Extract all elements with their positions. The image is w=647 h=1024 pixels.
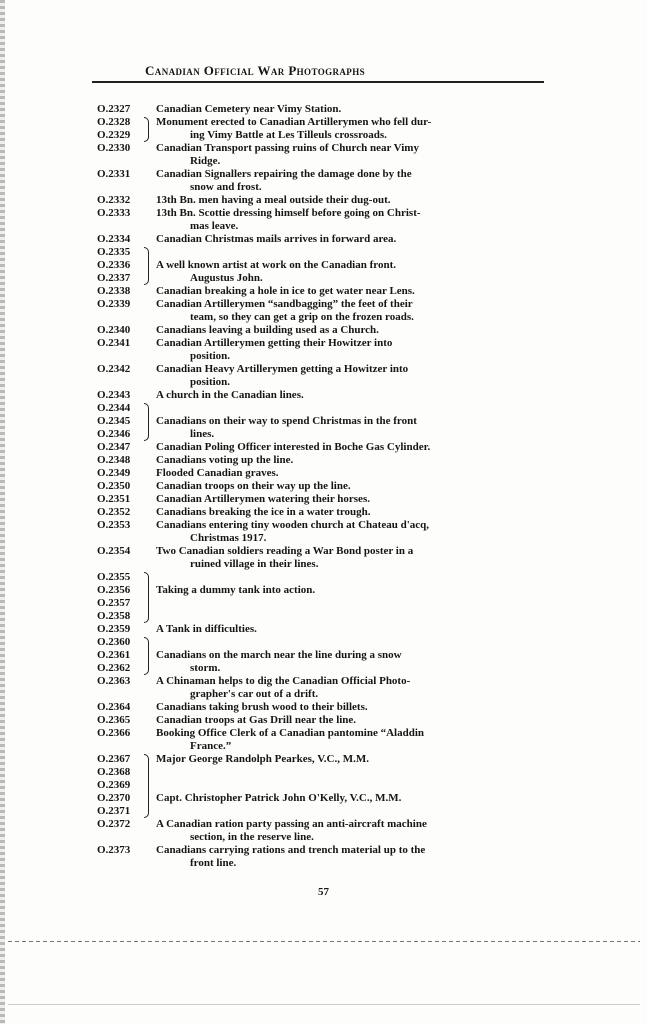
header-rule (92, 81, 544, 83)
photo-description: position. (190, 350, 231, 362)
photo-description: Canadian Artillerymen getting their Howitzer into (156, 337, 393, 349)
photo-description: Canadian Cemetery near Vimy Station. (156, 103, 342, 115)
photo-number: O.2364 (97, 701, 131, 713)
grouping-brace (144, 247, 149, 285)
list-item (0, 818, 647, 831)
photo-number: O.2369 (97, 779, 131, 791)
photo-description: Canadian troops at Gas Drill near the line. (156, 714, 357, 726)
photo-description: section, in the reserve line. (190, 831, 314, 843)
list-item (0, 259, 647, 272)
photo-number: O.2342 (97, 363, 131, 375)
list-item (0, 805, 647, 818)
photo-number: O.2337 (97, 272, 131, 284)
list-item (0, 129, 647, 142)
list-item (0, 298, 647, 311)
photo-number: O.2350 (97, 480, 131, 492)
list-item (0, 597, 647, 610)
photo-description: Canadian Transport passing ruins of Church near Vimy (156, 142, 419, 154)
list-item (0, 727, 647, 740)
photo-description: Two Canadian soldiers reading a War Bond poster in a (156, 545, 414, 557)
list-item (0, 610, 647, 623)
list-item (0, 545, 647, 558)
list-item (0, 766, 647, 779)
list-item (0, 168, 647, 181)
grouping-brace (144, 117, 149, 142)
list-item (0, 376, 647, 389)
photo-number: O.2339 (97, 298, 131, 310)
list-item (0, 389, 647, 402)
photo-description: storm. (190, 662, 221, 674)
list-item (0, 363, 647, 376)
photo-description: Ridge. (190, 155, 221, 167)
photo-list (0, 103, 647, 870)
list-item (0, 584, 647, 597)
list-item (0, 506, 647, 519)
photo-number: O.2370 (97, 792, 131, 804)
photo-number: O.2363 (97, 675, 131, 687)
photo-description: Major George Randolph Pearkes, V.C., M.M. (156, 753, 369, 765)
photo-description: Canadians on the march near the line during a snow (156, 649, 402, 661)
running-header: Canadian Official War Photographs (145, 63, 366, 78)
photo-description: mas leave. (190, 220, 239, 232)
list-item (0, 571, 647, 584)
photo-number: O.2354 (97, 545, 131, 557)
photo-description: A Canadian ration party passing an anti-aircraft machine (156, 818, 427, 830)
list-item (0, 662, 647, 675)
photo-description: Taking a dummy tank into action. (156, 584, 316, 596)
list-item (0, 779, 647, 792)
photo-description: Canadian Artillerymen watering their horses. (156, 493, 370, 505)
photo-number: O.2332 (97, 194, 131, 206)
grouping-brace (144, 637, 149, 675)
list-item (0, 714, 647, 727)
photo-description: Booking Office Clerk of a Canadian pantomine “Aladdin (156, 727, 425, 739)
grouping-brace (144, 572, 149, 623)
list-item (0, 831, 647, 844)
photo-description: 13th Bn. Scottie dressing himself before going on Christ- (156, 207, 421, 219)
list-item (0, 740, 647, 753)
photo-number: O.2341 (97, 337, 131, 349)
photo-number: O.2334 (97, 233, 131, 245)
photo-description: Canadians breaking the ice in a water trough. (156, 506, 371, 518)
list-item (0, 428, 647, 441)
photo-number: O.2359 (97, 623, 131, 635)
list-item (0, 688, 647, 701)
photo-number: O.2344 (97, 402, 131, 414)
list-item (0, 116, 647, 129)
list-item (0, 636, 647, 649)
list-item (0, 285, 647, 298)
list-item (0, 246, 647, 259)
photo-number: O.2361 (97, 649, 131, 661)
list-item (0, 415, 647, 428)
photo-description: snow and frost. (190, 181, 262, 193)
photo-number: O.2367 (97, 753, 131, 765)
photo-number: O.2351 (97, 493, 131, 505)
photo-description: Canadians leaving a building used as a Church. (156, 324, 379, 336)
photo-number: O.2328 (97, 116, 131, 128)
photo-description: Canadians entering tiny wooden church at Chateau d'acq, (156, 519, 429, 531)
photo-number: O.2336 (97, 259, 131, 271)
photo-description: A church in the Canadian lines. (156, 389, 304, 401)
photo-number: O.2352 (97, 506, 131, 518)
photo-number: O.2345 (97, 415, 131, 427)
list-item (0, 233, 647, 246)
photo-description: Canadians carrying rations and trench material up to the (156, 844, 426, 856)
photo-number: O.2372 (97, 818, 131, 830)
photo-description: Canadians voting up the line. (156, 454, 294, 466)
photo-number: O.2356 (97, 584, 131, 596)
photo-description: Flooded Canadian graves. (156, 467, 279, 479)
list-item (0, 844, 647, 857)
list-item (0, 649, 647, 662)
photo-number: O.2362 (97, 662, 131, 674)
photo-description: Canadian Artillerymen “sandbagging” the feet of their (156, 298, 413, 310)
list-item (0, 493, 647, 506)
photo-number: O.2330 (97, 142, 131, 154)
photo-number: O.2353 (97, 519, 131, 531)
list-item (0, 623, 647, 636)
list-item (0, 207, 647, 220)
photo-number: O.2371 (97, 805, 131, 817)
list-item (0, 311, 647, 324)
photo-number: O.2373 (97, 844, 131, 856)
photo-number: O.2366 (97, 727, 131, 739)
photo-number: O.2338 (97, 285, 131, 297)
grouping-brace (144, 754, 149, 818)
list-item (0, 480, 647, 493)
photo-number: O.2333 (97, 207, 131, 219)
photo-number: O.2327 (97, 103, 131, 115)
photo-description: grapher's car out of a drift. (190, 688, 319, 700)
list-item (0, 272, 647, 285)
photo-description: Monument erected to Canadian Artillerymen who fell dur- (156, 116, 432, 128)
page-number: 57 (318, 886, 329, 898)
photo-description: A Chinaman helps to dig the Canadian Official Photo- (156, 675, 411, 687)
photo-description: Canadian Christmas mails arrives in forward area. (156, 233, 397, 245)
list-item (0, 155, 647, 168)
list-item (0, 558, 647, 571)
photo-number: O.2346 (97, 428, 131, 440)
list-item (0, 324, 647, 337)
photo-number: O.2340 (97, 324, 131, 336)
list-item (0, 519, 647, 532)
list-item (0, 675, 647, 688)
photo-description: 13th Bn. men having a meal outside their dug-out. (156, 194, 391, 206)
photo-description: Canadian Heavy Artillerymen getting a Howitzer into (156, 363, 409, 375)
list-item (0, 701, 647, 714)
photo-number: O.2349 (97, 467, 131, 479)
photo-description: Canadians taking brush wood to their billets. (156, 701, 368, 713)
photo-number: O.2355 (97, 571, 131, 583)
list-item (0, 467, 647, 480)
photo-description: Canadian Poling Officer interested in Boche Gas Cylinder. (156, 441, 431, 453)
photo-description: ruined village in their lines. (190, 558, 319, 570)
photo-description: France.” (190, 740, 232, 752)
photo-number: O.2365 (97, 714, 131, 726)
photo-description: Canadian troops on their way up the line. (156, 480, 351, 492)
list-item (0, 337, 647, 350)
list-item (0, 454, 647, 467)
photo-description: Capt. Christopher Patrick John O'Kelly, V.C., M.M. (156, 792, 402, 804)
list-item (0, 532, 647, 545)
photo-description: ing Vimy Battle at Les Tilleuls crossroads. (190, 129, 387, 141)
grouping-brace (144, 403, 149, 441)
photo-number: O.2368 (97, 766, 131, 778)
scan-bottom-edge (8, 1004, 640, 1005)
list-item (0, 753, 647, 766)
list-item (0, 194, 647, 207)
photo-number: O.2348 (97, 454, 131, 466)
list-item (0, 402, 647, 415)
photo-description: team, so they can get a grip on the frozen roads. (190, 311, 414, 323)
photo-description: front line. (190, 857, 237, 869)
list-item (0, 142, 647, 155)
list-item (0, 103, 647, 116)
photo-number: O.2347 (97, 441, 131, 453)
list-item (0, 441, 647, 454)
photo-number: O.2331 (97, 168, 131, 180)
photo-description: Canadian Signallers repairing the damage done by the (156, 168, 412, 180)
photo-number: O.2357 (97, 597, 131, 609)
photo-description: lines. (190, 428, 215, 440)
photo-description: A well known artist at work on the Canadian front. (156, 259, 396, 271)
list-item (0, 220, 647, 233)
list-item (0, 792, 647, 805)
photo-number: O.2360 (97, 636, 131, 648)
photo-description: position. (190, 376, 231, 388)
list-item (0, 181, 647, 194)
photo-description: Canadians on their way to spend Christmas in the front (156, 415, 417, 427)
photo-description: Christmas 1917. (190, 532, 267, 544)
photo-number: O.2329 (97, 129, 131, 141)
photo-number: O.2358 (97, 610, 131, 622)
photo-description: Canadian breaking a hole in ice to get water near Lens. (156, 285, 415, 297)
photo-number: O.2335 (97, 246, 131, 258)
list-item (0, 857, 647, 870)
bottom-rule (8, 941, 640, 942)
photo-description: Augustus John. (190, 272, 263, 284)
photo-description: A Tank in difficulties. (156, 623, 257, 635)
photo-number: O.2343 (97, 389, 131, 401)
list-item (0, 350, 647, 363)
